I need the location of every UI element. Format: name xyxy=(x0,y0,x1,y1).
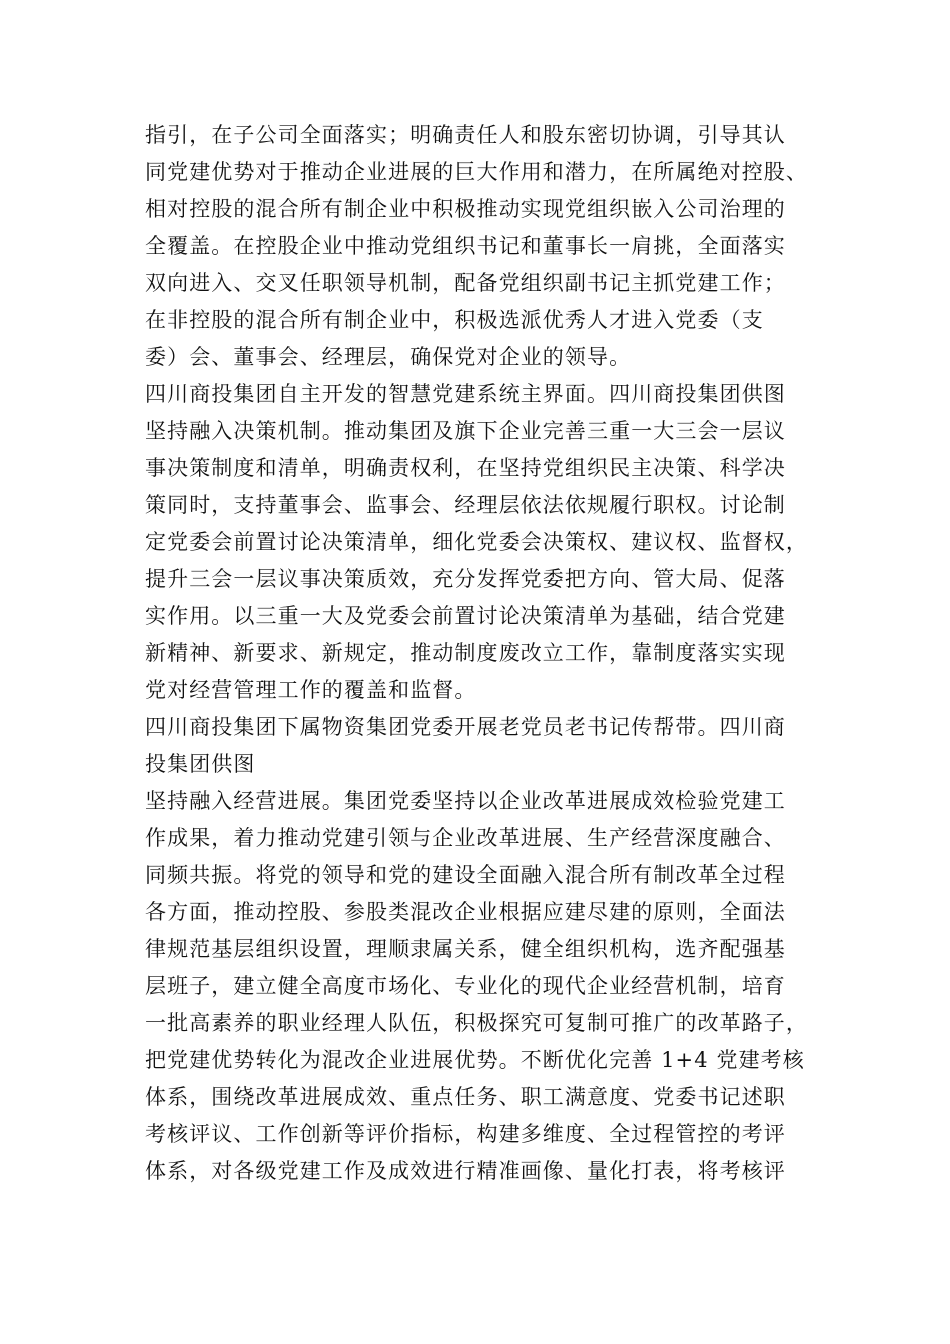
image-caption: 四川商投集团下属物资集团党委开展老党员老书记传帮带。四川商 xyxy=(145,715,786,739)
text-line: 指引，在子公司全面落实；明确责任人和股东密切协调，引导其认 xyxy=(145,123,786,147)
text-line: 相对控股的混合所有制企业中积极推动实现党组织嵌入公司治理的 xyxy=(145,197,786,221)
text-line: 把党建优势转化为混改企业进展优势。不断优化完善 1+4 党建考核 xyxy=(145,1048,805,1072)
text-line: 考核评议、工作创新等评价指标，构建多维度、全过程管控的考评 xyxy=(145,1122,786,1146)
text-line: 双向进入、交叉任职领导机制，配备党组织副书记主抓党建工作； xyxy=(145,271,786,295)
text-line: 实作用。以三重一大及党委会前置讨论决策清单为基础，结合党建 xyxy=(145,604,786,628)
text-line: 提升三会一层议事决策质效，充分发挥党委把方向、管大局、促落 xyxy=(145,567,786,591)
text-line: 作成果，着力推动党建引领与企业改革进展、生产经营深度融合、 xyxy=(145,826,786,850)
text-line: 委）会、董事会、经理层，确保党对企业的领导。 xyxy=(145,345,632,369)
text-line: 同党建优势对于推动企业进展的巨大作用和潜力，在所属绝对控股、 xyxy=(145,160,808,184)
image-caption: 四川商投集团自主开发的智慧党建系统主界面。四川商投集团供图 xyxy=(145,382,786,406)
image-caption: 投集团供图 xyxy=(145,752,256,776)
text-line: 律规范基层组织设置，理顺隶属关系，健全组织机构，选齐配强基 xyxy=(145,937,786,961)
text-line: 同频共振。将党的领导和党的建设全面融入混合所有制改革全过程 xyxy=(145,863,786,887)
text-line: 新精神、新要求、新规定，推动制度废改立工作，靠制度落实实现 xyxy=(145,641,786,665)
text-line: 事决策制度和清单，明确责权利，在坚持党组织民主决策、科学决 xyxy=(145,456,786,480)
text-line: 在非控股的混合所有制企业中，积极选派优秀人才进入党委（支 xyxy=(145,308,764,332)
text-line: 体系，对各级党建工作及成效进行精准画像、量化打表，将考核评 xyxy=(145,1159,786,1183)
text-line: 层班子，建立健全高度市场化、专业化的现代企业经营机制，培育 xyxy=(145,974,786,998)
text-line: 定党委会前置讨论决策清单，细化党委会决策权、建议权、监督权， xyxy=(145,530,808,554)
text-line: 全覆盖。在控股企业中推动党组织书记和董事长一肩挑，全面落实 xyxy=(145,234,786,258)
text-line: 体系，围绕改革进展成效、重点任务、职工满意度、党委书记述职 xyxy=(145,1085,786,1109)
text-line: 各方面，推动控股、参股类混改企业根据应建尽建的原则，全面法 xyxy=(145,900,786,924)
text-line: 党对经营管理工作的覆盖和监督。 xyxy=(145,678,477,702)
text-line: 一批高素养的职业经理人队伍，积极探究可复制可推广的改革路子， xyxy=(145,1011,808,1035)
text-line: 策同时，支持董事会、监事会、经理层依法依规履行职权。讨论制 xyxy=(145,493,786,517)
text-line: 坚持融入决策机制。推动集团及旗下企业完善三重一大三会一层议 xyxy=(145,419,786,443)
text-line: 坚持融入经营进展。集团党委坚持以企业改革进展成效检验党建工 xyxy=(145,789,786,813)
